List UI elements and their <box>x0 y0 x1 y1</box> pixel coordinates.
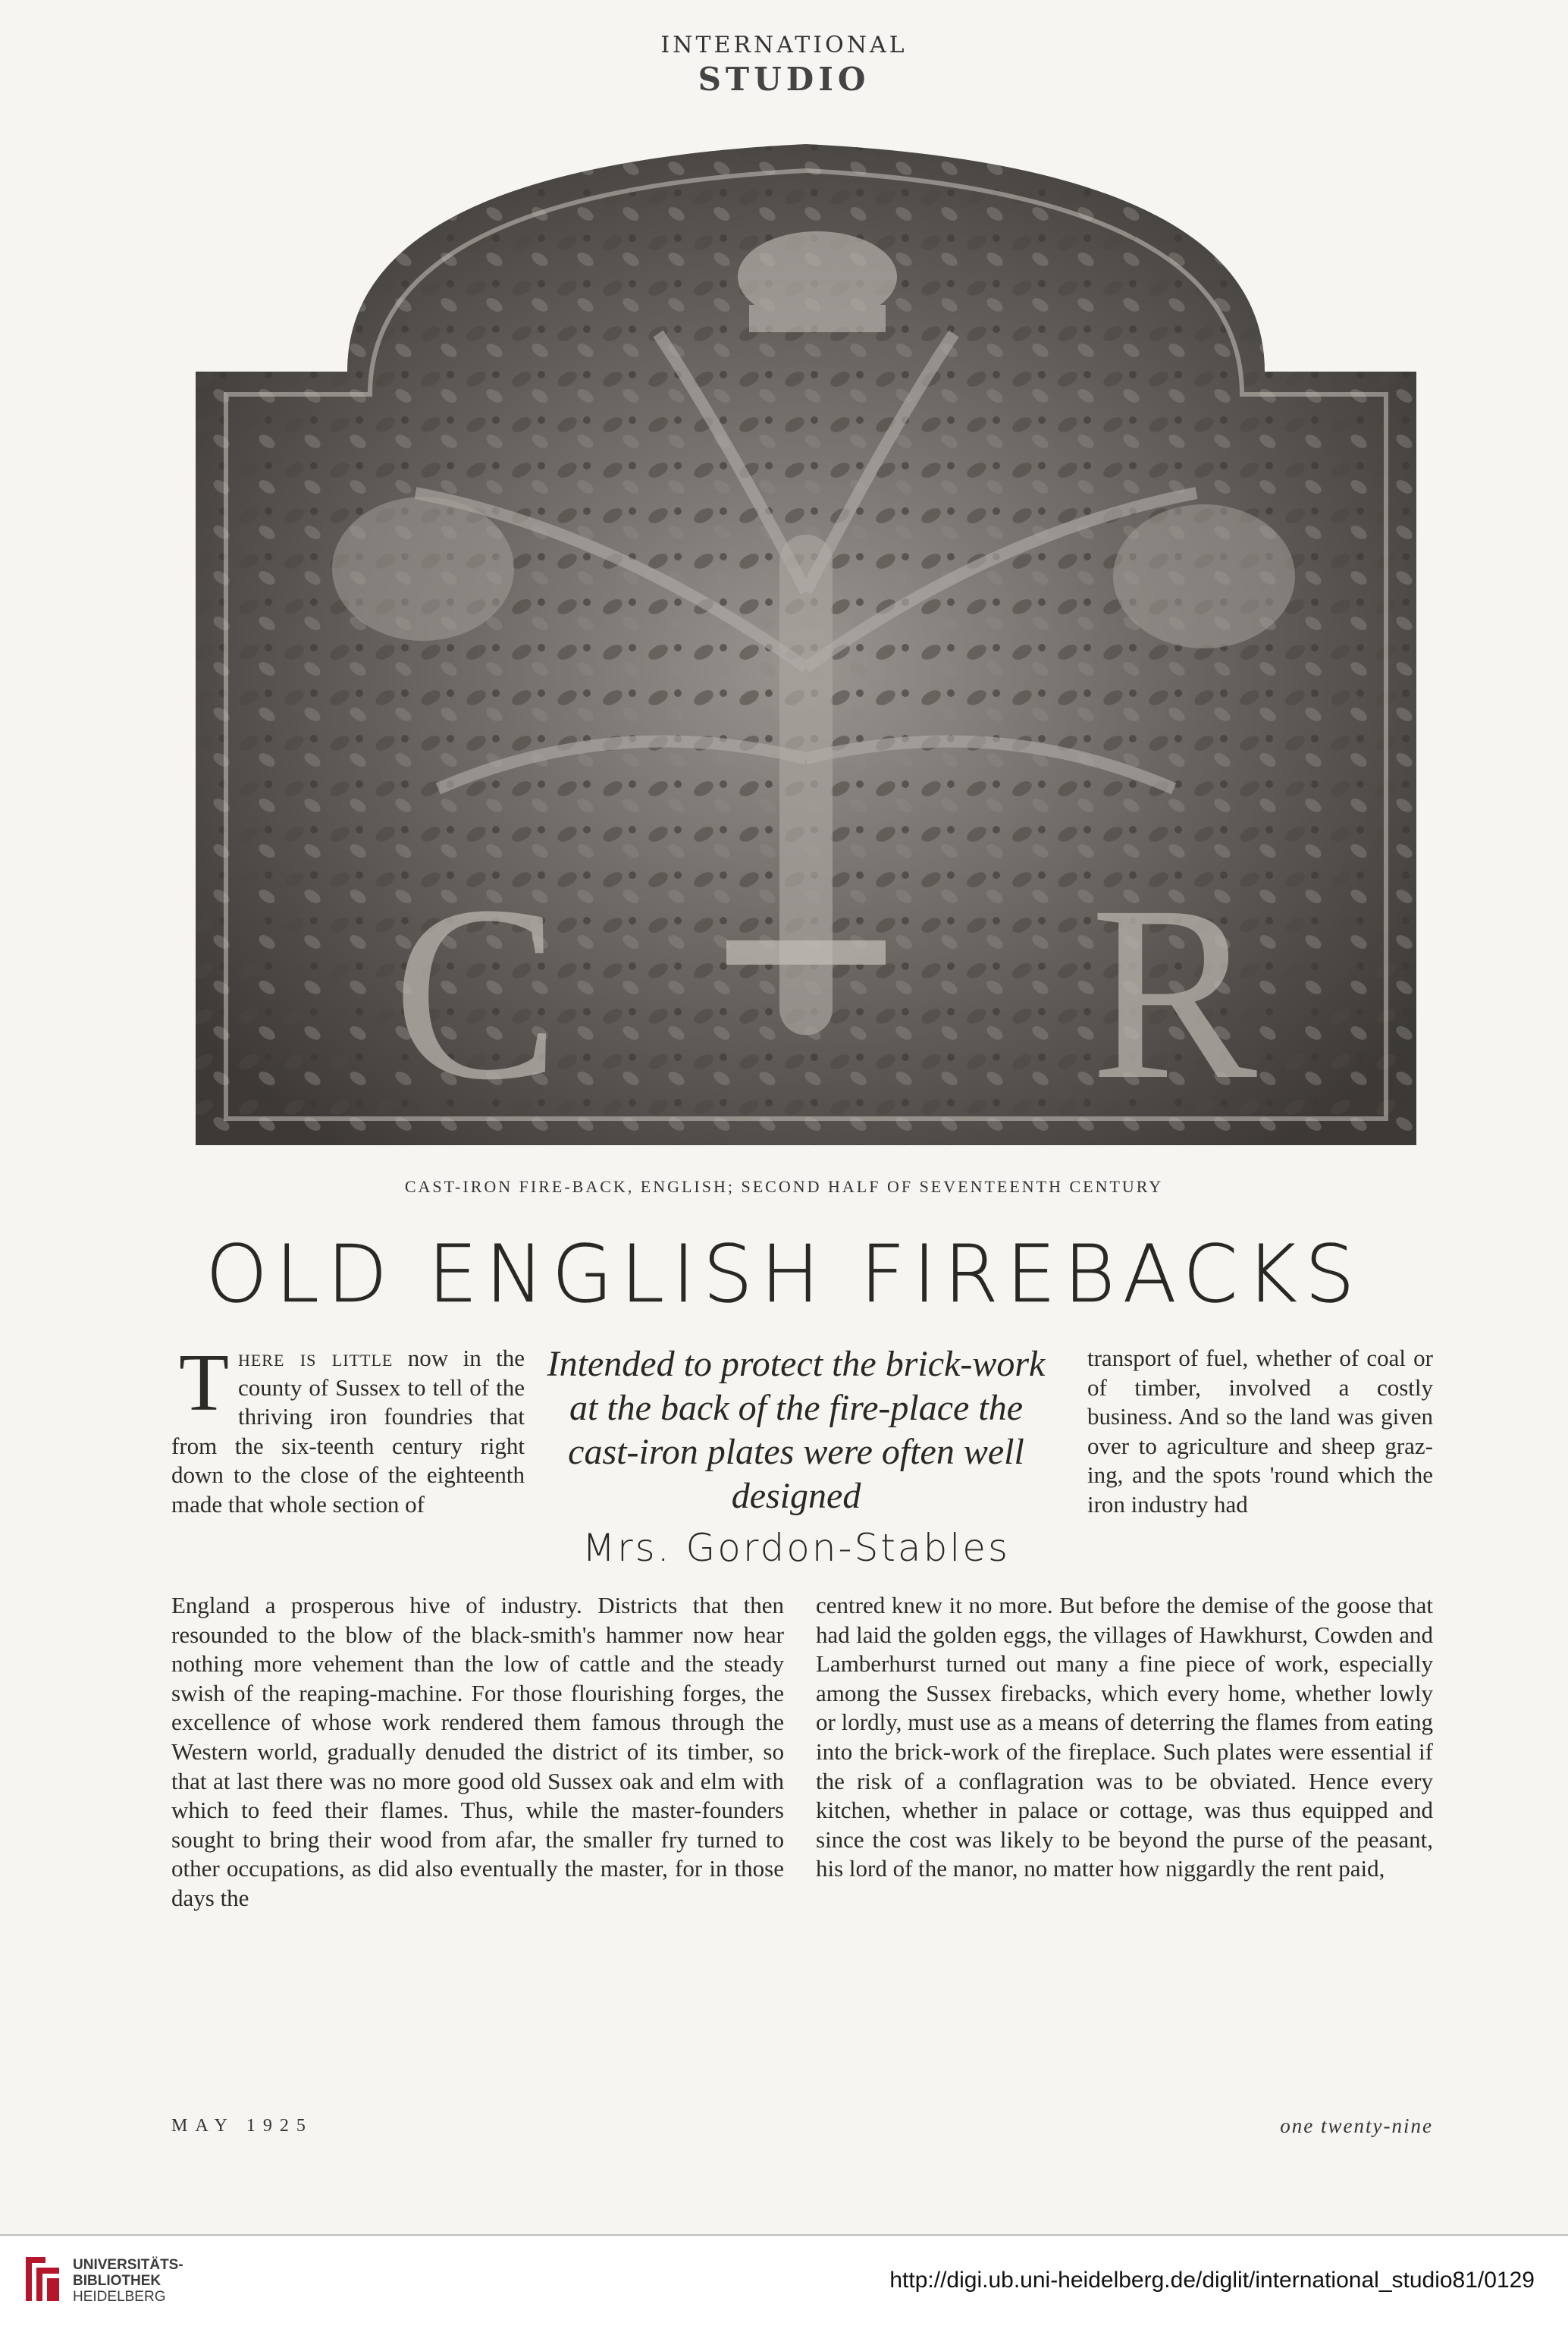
column1-intro-text: now in the county of Sussex to tell of the thriving iron foundries that from the six-teenth century right down to the close of the eighteenth made that whole section of <box>171 1345 525 1518</box>
lead-smallcaps: here is little <box>237 1345 394 1371</box>
library-footer-bar <box>0 2234 1568 2326</box>
issue-date: MAY 1925 <box>171 2116 313 2136</box>
article-title: OLD ENGLISH FIREBACKS <box>205 1228 1363 1320</box>
fireback-photograph <box>188 137 1424 1153</box>
column2-body: centred knew it no more. But before the demise of the goose that had laid the golden eggs, the villages of Hawkhurst, Cowden and Lamberhurst turned out many a fine piece of work, especially among the Sussex firebacks, which every home, whether lowly or lordly, must use as a means of deterring the flames from eating into the brick-work of the fireplace. Such plates were essential if the risk of a conflagration was to be obviated. Hence every kitchen, whether in palace or cottage, was thus equipped and since the cost was likely to be beyond the purse of the peasant, his lord of the manor, no matter how niggardly the rent paid, <box>816 1592 1433 1882</box>
column1-body: England a prosperous hive of industry. Districts that then resounded to the blow of the black-smith's hammer now hear nothing more vehement than the low of cattle and the steady swish of the reaping-machine. For those flourishing forges, the excellence of whose work rendered them famous through the Western world, gradually denuded the district of its timber, so that at last there was no more good old Sussex oak and elm with which to feed their flames. Thus, while the master-founders sought to bring their wood from afar, the smaller fry turned to other occupations, as did also eventually the master, for in those days the <box>171 1592 784 1911</box>
article-deck: Intended to protect the brick-work at the back of the fire-place the cast-iron plates were often well designed <box>547 1344 1046 1516</box>
masthead-international: INTERNATIONAL <box>660 32 908 58</box>
masthead-studio: STUDIO <box>698 61 870 98</box>
column1-intro <box>171 1338 525 1520</box>
library-name: UNIVERSITÄTS- BIBLIOTHEK HEIDELBERG <box>73 2257 183 2305</box>
figure-caption: CAST-IRON FIRE-BACK, ENGLISH; SECOND HALF OF SEVENTEENTH CENTURY <box>404 1177 1164 1196</box>
column3-intro: transport of fuel, whether of coal or of timber, involved a costly business. And so the land was given over to agriculture and sheep graz-ing, and the spots 'round which the iron industry had <box>1087 1345 1433 1518</box>
article-author: Mrs. Gordon-Stables <box>582 1526 1011 1570</box>
university-library-logo-icon <box>23 2254 62 2304</box>
permalink-url[interactable]: http://digi.ub.uni-heidelberg.de/diglit/international_studio81/0129 <box>889 2268 1535 2293</box>
monogram-letter-c: C <box>393 855 560 1132</box>
drop-cap: T <box>179 1338 229 1428</box>
page-number: one twenty-nine <box>1280 2114 1433 2137</box>
monogram-letter-r: R <box>1090 855 1258 1132</box>
